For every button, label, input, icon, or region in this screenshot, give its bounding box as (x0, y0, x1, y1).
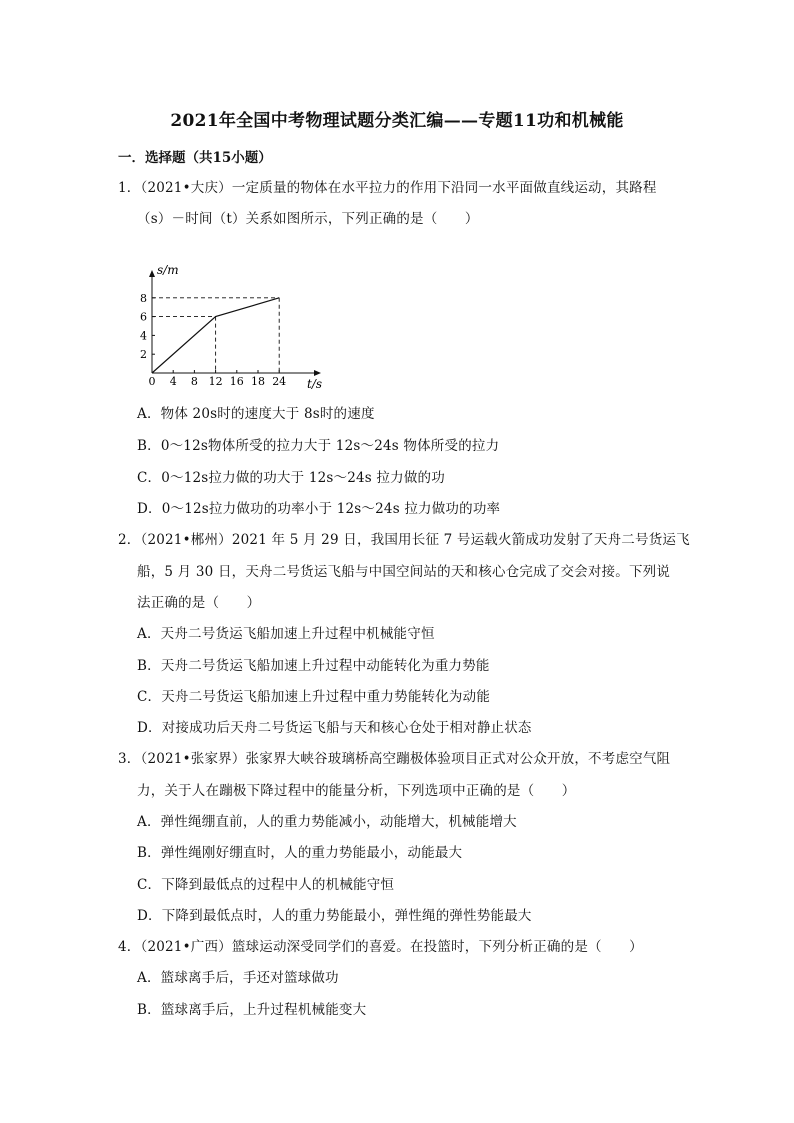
question-1-option-a: A．物体 20s时的速度大于 8s时的速度 (137, 406, 375, 422)
y-axis-arrow (149, 270, 155, 277)
question-1-option-b: B．0～12s物体所受的拉力大于 12s～24s 物体所受的拉力 (137, 438, 500, 454)
y-tick-label: 4 (140, 329, 147, 343)
question-2-stem-line-2: 船，5 月 30 日，天舟二号货运飞船与中国空间站的天和核心仓完成了交会对接。下列说 (137, 564, 671, 580)
document-title: 2021年全国中考物理试题分类汇编——专题11功和机械能 (170, 111, 624, 131)
y-axis-label: s/m (157, 263, 179, 277)
x-tick-label: 18 (251, 375, 265, 388)
question-2-option-c: C．天舟二号货运飞船加速上升过程中重力势能转化为动能 (137, 689, 491, 705)
question-4-stem-line-1: 4．（2021•广西）篮球运动深受同学们的喜爱。在投篮时，下列分析正确的是（ ） (118, 939, 643, 955)
section-heading: 一．选择题（共15小题） (118, 150, 272, 166)
question-3-stem-line-2: 力，关于人在蹦极下降过程中的能量分析，下列选项中正确的是（ ） (137, 783, 576, 799)
question-2-option-b: B．天舟二号货运飞船加速上升过程中动能转化为重力势能 (137, 658, 490, 674)
question-1-option-c: C．0～12s拉力做的功大于 12s～24s 拉力做的功 (137, 470, 445, 486)
question-2-stem-line-3: 法正确的是（ ） (137, 595, 261, 611)
question-1-stem-line-2: （s）－时间（t）关系如图所示，下列正确的是（ ） (137, 211, 479, 227)
x-tick-label: 8 (190, 375, 198, 388)
x-tick-label: 0 (148, 375, 156, 388)
question-3-option-d: D．下降到最低点时，人的重力势能最小，弹性绳的弹性势能最大 (137, 908, 532, 924)
question-4-option-b: B．篮球离手后，上升过程机械能变大 (137, 1002, 367, 1018)
question-3-option-a: A．弹性绳绷直前，人的重力势能减小，动能增大，机械能增大 (137, 814, 517, 830)
question-2-stem-line-1: 2．（2021•郴州）2021 年 5 月 29 日，我国用长征 7 号运载火箭成功发射了天舟二号货运飞 (118, 532, 690, 548)
x-tick-label: 16 (229, 375, 244, 388)
x-axis-arrow (314, 370, 321, 376)
x-axis-label: t/s (307, 377, 323, 391)
y-tick-label: 6 (140, 310, 147, 324)
x-tick-label: 12 (208, 375, 223, 388)
y-tick-label: 8 (140, 291, 147, 305)
question-2-option-a: A．天舟二号货运飞船加速上升过程中机械能守恒 (137, 626, 435, 642)
question-1-stem-line-1: 1．（2021•大庆）一定质量的物体在水平拉力的作用下沿同一水平面做直线运动，其路程 (118, 180, 657, 196)
question-2-option-d: D．对接成功后天舟二号货运飞船与天和核心仓处于相对静止状态 (137, 720, 532, 736)
question-1-option-d: D．0～12s拉力做功的功率小于 12s～24s 拉力做功的功率 (137, 501, 501, 517)
question-4-option-a: A．篮球离手后，手还对篮球做功 (137, 970, 339, 986)
x-tick-label: 4 (169, 375, 177, 388)
distance-time-graph (138, 236, 338, 392)
y-tick-label: 2 (140, 348, 147, 362)
question-3-option-b: B．弹性绳刚好绷直时，人的重力势能最小，动能最大 (137, 845, 463, 861)
question-3-stem-line-1: 3．（2021•张家界）张家界大峡谷玻璃桥高空蹦极体验项目正式对公众开放，不考虑空气阻 (118, 751, 671, 767)
x-tick-label: 24 (272, 375, 287, 388)
question-3-option-c: C．下降到最低点的过程中人的机械能守恒 (137, 877, 395, 893)
